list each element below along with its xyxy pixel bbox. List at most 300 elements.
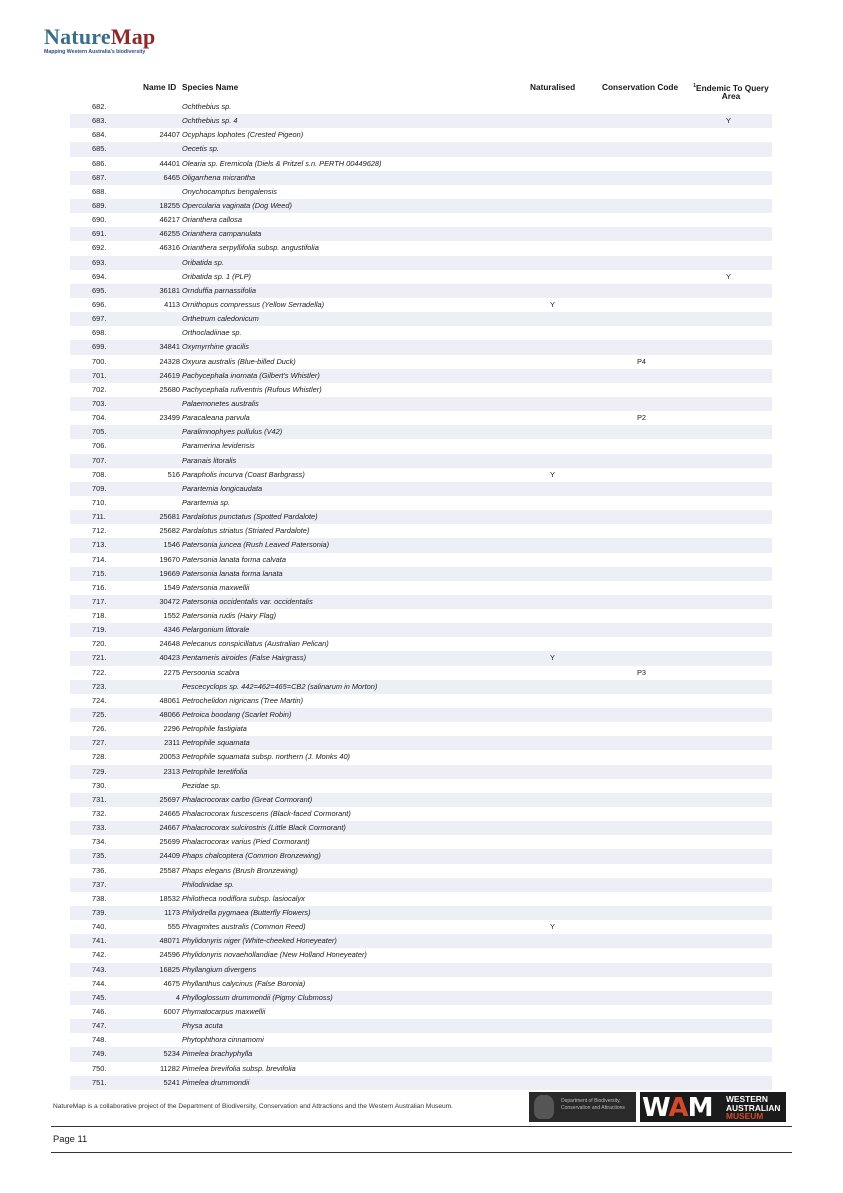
row-number: 748. <box>92 1035 107 1045</box>
wam-mark-m: M <box>687 1093 713 1123</box>
table-row <box>70 963 772 977</box>
footer-note: NatureMap is a collaborative project of the Department of Biodiversity, Conservation and Attractions and the Western Australian Museum. <box>53 1103 453 1110</box>
wam-line1: WESTERN <box>726 1094 768 1104</box>
table-row <box>70 128 772 142</box>
row-name-id: 24596 <box>159 950 180 960</box>
table-row <box>70 736 772 750</box>
row-name-id: 516 <box>167 469 180 479</box>
row-name-id: 23499 <box>159 413 180 423</box>
row-species-name: Patersonia juncea (Rush Leaved Patersonia) <box>182 540 330 550</box>
table-row <box>70 807 772 821</box>
table-row <box>70 496 772 510</box>
row-number: 693. <box>92 257 107 267</box>
row-species-name: Phaps elegans (Brush Bronzewing) <box>182 865 298 875</box>
row-name-id: 18532 <box>159 893 180 903</box>
table-row <box>70 199 772 213</box>
page-number: Page 11 <box>53 1133 88 1144</box>
row-number: 713. <box>92 540 107 550</box>
wam-words <box>726 1095 780 1121</box>
row-number: 695. <box>92 285 107 295</box>
table-row <box>70 878 772 892</box>
header-endemic-line1: Endemic To Query <box>696 82 769 93</box>
row-species-name: Paramerina levidensis <box>182 441 255 451</box>
table-row <box>70 680 772 694</box>
row-number: 711. <box>92 512 106 522</box>
table-row <box>70 1062 772 1076</box>
row-endemic: Y <box>726 116 731 126</box>
row-species-name: Physa acuta <box>182 1021 223 1031</box>
table-row <box>70 383 772 397</box>
row-number: 692. <box>92 243 107 253</box>
row-species-name: Oribatida sp. 1 (PLP) <box>182 271 252 281</box>
table-row <box>70 538 772 552</box>
table-row <box>70 1005 772 1019</box>
table-row <box>70 171 772 185</box>
row-number: 683. <box>92 116 107 126</box>
table-row <box>70 567 772 581</box>
table-row <box>70 581 772 595</box>
row-number: 682. <box>92 102 107 111</box>
row-number: 738. <box>92 893 107 903</box>
header-conservation-code: Conservation Code <box>602 82 679 92</box>
row-species-name: Patersonia occidentalis var. occidentalis <box>182 596 313 606</box>
table-row <box>70 765 772 779</box>
row-species-name: Pelargonium littorale <box>182 625 250 635</box>
row-name-id: 34841 <box>159 342 180 352</box>
row-number: 706. <box>92 441 107 451</box>
table-row <box>70 835 772 849</box>
table-row <box>70 439 772 453</box>
row-name-id: 24648 <box>159 639 180 649</box>
table-row <box>70 397 772 411</box>
dbca-logo-text: Department of Biodiversity, Conservation and Attractions <box>561 1098 625 1111</box>
footer-rule-top <box>51 1126 792 1127</box>
row-number: 696. <box>92 299 107 309</box>
row-number: 702. <box>92 384 107 394</box>
row-species-name: Orianthera serpyllifolia subsp. angustifolia <box>182 243 319 253</box>
table-row <box>70 142 772 156</box>
row-number: 694. <box>92 271 107 281</box>
table-row <box>70 708 772 722</box>
row-species-name: Parapholis incurva (Coast Barbgrass) <box>182 469 305 479</box>
wam-logo <box>640 1092 786 1122</box>
row-number: 737. <box>92 879 107 889</box>
table-row <box>70 411 772 425</box>
row-number: 687. <box>92 172 107 182</box>
table-row <box>70 524 772 538</box>
row-name-id: 19669 <box>159 568 180 578</box>
row-species-name: Paracaleana parvula <box>182 413 250 423</box>
row-species-name: Phyllangium divergens <box>182 964 257 974</box>
row-name-id: 25697 <box>159 794 180 804</box>
table-row <box>70 425 772 439</box>
table-row <box>70 355 772 369</box>
logo-subtitle: Mapping Western Australia's biodiversity <box>44 49 146 55</box>
row-number: 746. <box>92 1007 107 1016</box>
row-name-id: 1173 <box>164 908 180 918</box>
row-number: 733. <box>92 823 107 833</box>
row-name-id: 1549 <box>163 582 180 592</box>
table-row <box>70 185 772 199</box>
row-species-name: Petrochelidon nigricans (Tree Martin) <box>182 695 304 705</box>
naturemap-logo <box>44 26 174 55</box>
header-species-name: Species Name <box>182 82 239 92</box>
table-row <box>70 948 772 962</box>
row-species-name: Pimelea drummondii <box>182 1077 250 1087</box>
row-species-name: Phylloglossum drummondii (Pigmy Clubmoss) <box>182 992 333 1002</box>
wam-mark <box>642 1095 713 1121</box>
row-number: 705. <box>92 427 107 437</box>
row-name-id: 24665 <box>159 809 180 819</box>
row-conservation-code: P4 <box>637 356 647 366</box>
row-species-name: Paranais litoralis <box>182 455 237 465</box>
table-row <box>70 1019 772 1033</box>
row-name-id: 40423 <box>159 653 180 663</box>
row-number: 686. <box>92 158 107 168</box>
row-number: 720. <box>92 639 107 649</box>
row-species-name: Ornduffia parnassifolia <box>182 285 256 295</box>
header-endemic <box>690 82 772 100</box>
table-row <box>70 241 772 255</box>
row-number: 741. <box>92 936 107 946</box>
header-endemic-line2: Area <box>721 90 741 101</box>
table-row <box>70 482 772 496</box>
row-number: 743. <box>92 964 107 974</box>
row-species-name: Petrophile squamata <box>182 738 250 748</box>
row-number: 709. <box>92 483 107 493</box>
row-number: 703. <box>92 398 107 408</box>
table-row <box>70 623 772 637</box>
row-number: 735. <box>92 851 107 861</box>
table-row <box>70 454 772 468</box>
row-species-name: Parartemia sp. <box>182 497 231 507</box>
row-species-name: Patersonia lanata forma calvata <box>182 554 286 564</box>
dbca-logo <box>529 1092 636 1122</box>
table-row <box>70 553 772 567</box>
row-name-id: 555 <box>167 922 180 932</box>
row-species-name: Pachycephala rufiventris (Rufous Whistler) <box>182 384 322 394</box>
row-number: 750. <box>92 1063 107 1073</box>
table-row <box>70 1076 772 1090</box>
row-species-name: Phragmites australis (Common Reed) <box>182 922 306 932</box>
row-name-id: 6465 <box>163 172 180 182</box>
row-species-name: Orianthera campanulata <box>182 229 262 239</box>
row-name-id: 2311 <box>164 738 180 748</box>
row-number: 726. <box>92 724 107 734</box>
row-species-name: Pelecanus conspicillatus (Australian Pelican) <box>182 639 329 649</box>
row-species-name: Paralimnophyes pullulus (V42) <box>182 427 283 437</box>
row-number: 731. <box>92 794 107 804</box>
row-species-name: Pentameris airoides (False Hairgrass) <box>182 653 307 663</box>
wam-mark-a: A <box>668 1093 688 1123</box>
row-name-id: 48061 <box>159 695 180 705</box>
row-species-name: Pezidae sp. <box>182 780 221 790</box>
row-name-id: 25587 <box>159 865 180 875</box>
table-row <box>70 256 772 270</box>
table-row <box>70 651 772 665</box>
row-number: 719. <box>92 625 107 635</box>
row-species-name: Palaemonetes australis <box>182 398 259 408</box>
table-row <box>70 1047 772 1061</box>
row-species-name: Petroica boodang (Scarlet Robin) <box>182 710 292 720</box>
row-species-name: Phalacrocorax carbo (Great Cormorant) <box>182 794 313 804</box>
row-species-name: Philodinidae sp. <box>182 879 235 889</box>
header-endemic-footnote: 1 <box>693 83 697 89</box>
row-number: 691. <box>92 229 107 239</box>
table-row <box>70 977 772 991</box>
row-name-id: 16825 <box>159 964 180 974</box>
row-species-name: Ochthebius sp. 4 <box>182 116 238 126</box>
row-name-id: 25699 <box>159 837 180 847</box>
logo-title-map: Map <box>110 24 156 49</box>
row-number: 690. <box>92 215 107 225</box>
row-species-name: Patersonia maxwellii <box>182 582 250 592</box>
row-species-name: Orthocladiinae sp. <box>182 328 242 338</box>
row-name-id: 1546 <box>163 540 180 550</box>
row-name-id: 36181 <box>159 285 180 295</box>
table-row <box>70 750 772 764</box>
row-name-id: 4 <box>175 992 180 1002</box>
table-row <box>70 114 772 128</box>
row-species-name: Orthetrum caledonicum <box>182 314 259 324</box>
row-number: 704. <box>92 413 107 423</box>
row-naturalised: Y <box>550 299 555 309</box>
table-row <box>70 722 772 736</box>
table-row <box>70 694 772 708</box>
table-row <box>70 227 772 241</box>
row-species-name: Petrophile teretifolia <box>182 766 248 776</box>
row-number: 708. <box>92 469 107 479</box>
table-row <box>70 369 772 383</box>
row-number: 688. <box>92 186 107 196</box>
row-species-name: Patersonia rudis (Hairy Flag) <box>182 611 277 621</box>
row-name-id: 1552 <box>163 611 180 621</box>
wam-mark-w: W <box>642 1093 669 1123</box>
row-species-name: Phalacrocorax varius (Pied Cormorant) <box>182 837 310 847</box>
row-name-id: 46255 <box>159 229 180 239</box>
row-number: 745. <box>92 992 107 1002</box>
row-species-name: Onychocamptus bengalensis <box>182 186 277 196</box>
row-species-name: Parartemia longicaudata <box>182 483 263 493</box>
row-number: 736. <box>92 865 107 875</box>
row-species-name: Patersonia lanata forma lanata <box>182 568 283 578</box>
row-number: 724. <box>92 695 107 705</box>
table-row <box>70 779 772 793</box>
table-row <box>70 793 772 807</box>
row-name-id: 4346 <box>163 625 180 635</box>
row-species-name: Ochthebius sp. <box>182 102 232 111</box>
row-number: 684. <box>92 130 107 140</box>
row-number: 714. <box>92 554 107 564</box>
table-row <box>70 468 772 482</box>
header-naturalised: Naturalised <box>530 82 576 92</box>
row-species-name: Petrophile squamata subsp. northern (J. Monks 40) <box>182 752 351 762</box>
table-row <box>70 991 772 1005</box>
row-species-name: Opercularia vaginata (Dog Weed) <box>182 200 292 210</box>
table-row <box>70 284 772 298</box>
row-number: 723. <box>92 681 107 691</box>
row-number: 742. <box>92 950 107 960</box>
row-name-id: 4675 <box>163 978 180 988</box>
row-naturalised: Y <box>550 922 555 932</box>
row-number: 716. <box>92 582 107 592</box>
row-name-id: 25682 <box>159 526 180 536</box>
row-species-name: Pimelea brevifolia subsp. brevifolia <box>182 1063 296 1073</box>
row-name-id: 4113 <box>164 299 180 309</box>
row-name-id: 44401 <box>159 158 180 168</box>
table-row <box>70 821 772 835</box>
row-number: 715. <box>92 568 107 578</box>
row-name-id: 46316 <box>159 243 180 253</box>
row-number: 727. <box>92 738 107 748</box>
table-row <box>70 326 772 340</box>
row-name-id: 19670 <box>159 554 180 564</box>
row-number: 734. <box>92 837 107 847</box>
row-name-id: 24619 <box>159 370 180 380</box>
row-number: 728. <box>92 752 107 762</box>
wam-line2: AUSTRALIAN <box>726 1102 781 1113</box>
table-row <box>70 157 772 171</box>
row-number: 710. <box>92 497 107 507</box>
row-name-id: 2296 <box>163 724 180 734</box>
row-number: 699. <box>92 342 107 352</box>
row-name-id: 2313 <box>163 766 180 776</box>
row-number: 712. <box>92 526 107 536</box>
row-number: 707. <box>92 455 107 465</box>
row-name-id: 25680 <box>159 384 180 394</box>
row-species-name: Oribatida sp. <box>182 257 224 267</box>
row-number: 701. <box>92 370 107 380</box>
row-number: 700. <box>92 356 107 366</box>
table-row <box>70 920 772 934</box>
row-name-id: 48066 <box>159 710 180 720</box>
table-row <box>70 892 772 906</box>
row-species-name: Petrophile fastigiata <box>182 724 247 734</box>
footer-rule-bottom <box>51 1152 792 1153</box>
header-name-id: Name ID <box>143 82 177 92</box>
table-row <box>70 100 772 114</box>
row-name-id: 30472 <box>159 596 180 606</box>
row-name-id: 24409 <box>159 851 180 861</box>
row-number: 722. <box>92 667 107 677</box>
row-number: 730. <box>92 780 107 790</box>
row-name-id: 5234 <box>163 1049 180 1059</box>
row-species-name: Phytophthora cinnamomi <box>182 1035 264 1045</box>
table-header <box>0 80 843 100</box>
row-number: 698. <box>92 328 107 338</box>
row-endemic: Y <box>726 271 731 281</box>
row-name-id: 18255 <box>159 200 180 210</box>
row-naturalised: Y <box>550 653 555 663</box>
row-name-id: 11282 <box>159 1063 180 1073</box>
species-table <box>70 100 772 1090</box>
row-number: 729. <box>92 766 107 776</box>
row-species-name: Oxymyrrhine gracilis <box>182 342 249 352</box>
table-row <box>70 595 772 609</box>
table-row <box>70 270 772 284</box>
table-row <box>70 510 772 524</box>
row-number: 732. <box>92 809 107 819</box>
row-name-id: 25681 <box>159 512 180 522</box>
row-name-id: 6007 <box>163 1007 180 1016</box>
row-name-id: 24667 <box>159 823 180 833</box>
row-species-name: Oxyura australis (Blue-billed Duck) <box>182 356 296 366</box>
row-number: 739. <box>92 908 107 918</box>
table-row <box>70 213 772 227</box>
row-species-name: Pardalotus punctatus (Spotted Pardalote) <box>182 512 318 522</box>
row-species-name: Orianthera callosa <box>182 215 242 225</box>
table-row <box>70 312 772 326</box>
table-row <box>70 666 772 680</box>
row-species-name: Phaps chalcoptera (Common Bronzewing) <box>182 851 321 861</box>
table-row <box>70 849 772 863</box>
row-species-name: Phyllanthus calycinus (False Boronia) <box>182 978 306 988</box>
row-species-name: Pachycephala inornata (Gilbert's Whistler) <box>182 370 320 380</box>
row-species-name: Pardalotus striatus (Striated Pardalote) <box>182 526 310 536</box>
row-number: 718. <box>92 611 107 621</box>
row-name-id: 24328 <box>159 356 180 366</box>
row-number: 740. <box>92 922 107 932</box>
row-species-name: Phylidonyris niger (White-cheeked Honeyeater) <box>182 936 337 946</box>
row-species-name: Phymatocarpus maxwellii <box>182 1007 266 1016</box>
row-species-name: Olearia sp. Eremicola (Diels & Pritzel s.n. PERTH 00449628) <box>182 158 382 168</box>
row-number: 751. <box>92 1077 107 1087</box>
row-species-name: Philydrella pygmaea (Butterfly Flowers) <box>182 908 311 918</box>
row-species-name: Phalacrocorax sulcirostris (Little Black Cormorant) <box>182 823 346 833</box>
row-species-name: Ocyphaps lophotes (Crested Pigeon) <box>182 130 304 140</box>
row-name-id: 20053 <box>159 752 180 762</box>
table-row <box>70 906 772 920</box>
row-number: 744. <box>92 978 107 988</box>
row-species-name: Phalacrocorax fuscescens (Black-faced Cormorant) <box>182 809 351 819</box>
row-conservation-code: P2 <box>637 413 647 423</box>
row-name-id: 5241 <box>163 1077 180 1087</box>
table-row <box>70 609 772 623</box>
row-name-id: 2275 <box>163 667 180 677</box>
logo-title <box>44 26 174 48</box>
row-species-name: Pescecyclops sp. 442=462=465=CB2 (salinarum in Morton) <box>182 681 378 691</box>
row-number: 747. <box>92 1021 107 1031</box>
row-number: 689. <box>92 200 107 210</box>
row-naturalised: Y <box>550 469 555 479</box>
row-name-id: 48071 <box>159 936 180 946</box>
row-species-name: Phylidonyris novaehollandiae (New Holland Honeyeater) <box>182 950 367 960</box>
row-number: 717. <box>92 596 107 606</box>
row-number: 721. <box>92 653 107 663</box>
row-species-name: Persoonia scabra <box>182 667 240 677</box>
row-number: 749. <box>92 1049 107 1059</box>
row-conservation-code: P3 <box>637 667 647 677</box>
row-species-name: Ornithopus compressus (Yellow Serradella) <box>182 299 325 309</box>
table-row <box>70 1033 772 1047</box>
row-species-name: Oecetis sp. <box>182 144 219 154</box>
row-number: 685. <box>92 144 107 154</box>
wam-line3: MUSEUM <box>726 1111 764 1122</box>
table-row <box>70 340 772 354</box>
row-species-name: Philotheca nodiflora subsp. lasiocalyx <box>182 893 305 903</box>
row-species-name: Pimelea brachyphylla <box>182 1049 253 1059</box>
table-row <box>70 298 772 312</box>
row-name-id: 46217 <box>159 215 180 225</box>
table-row <box>70 934 772 948</box>
row-number: 725. <box>92 710 107 720</box>
row-number: 697. <box>92 314 107 324</box>
table-row <box>70 864 772 878</box>
crest-icon <box>534 1095 554 1119</box>
table-row <box>70 637 772 651</box>
row-species-name: Oligarrhena micrantha <box>182 172 256 182</box>
row-name-id: 24407 <box>159 130 180 140</box>
